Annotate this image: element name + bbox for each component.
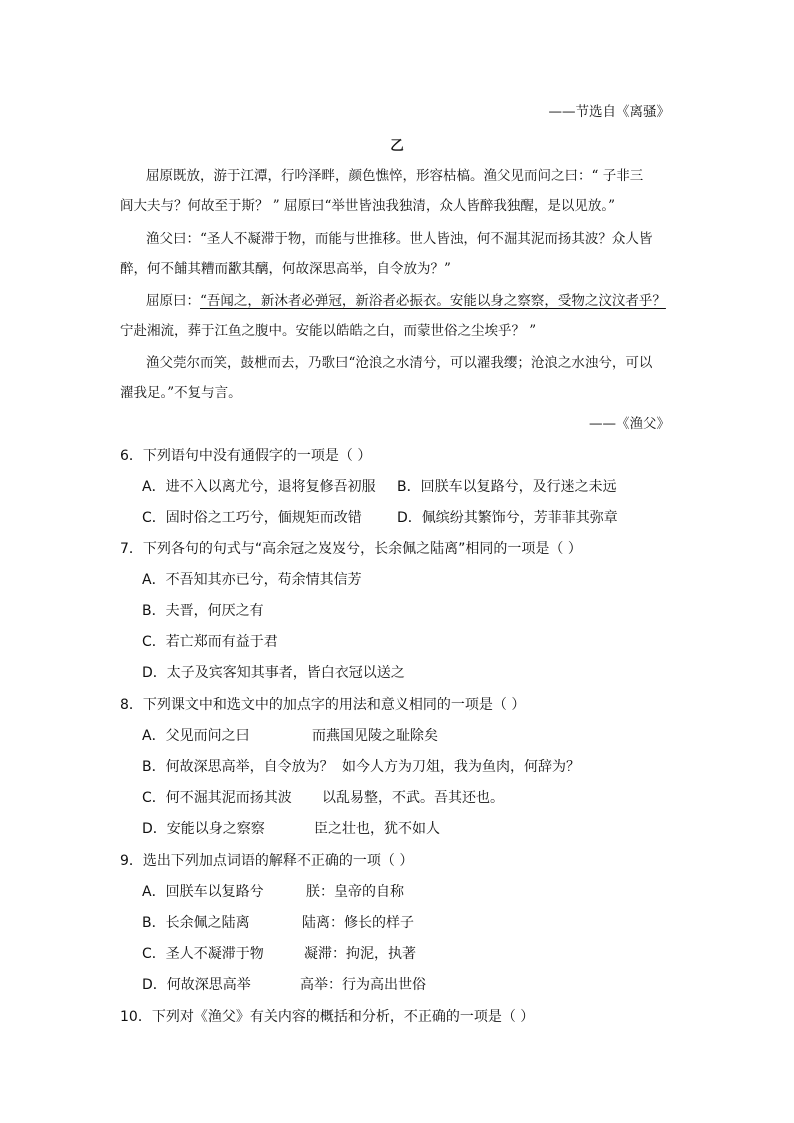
- q9-stem: 9．选出下列加点词语的解释不正确的一项（ ）: [120, 853, 414, 869]
- passage-b-p3-prefix: 屈原曰：: [146, 293, 200, 309]
- q8-option-b-text2: 如今人方为刀俎，我为鱼肉，何辞为？: [342, 759, 580, 775]
- q7-option-a[interactable]: A．不吾知其亦已兮，苟余情其信芳: [142, 572, 362, 588]
- passage-b-p3-line2: 宁赴湘流，葬于江鱼之腹中。安能以皓皓之白，而蒙世俗之尘埃乎？ ”: [120, 323, 537, 339]
- q9-option-a-text1: A．回朕车以复路兮: [142, 884, 264, 900]
- q9-option-d[interactable]: [142, 975, 251, 995]
- q6-option-a[interactable]: A．进不入以离尤兮，退将复修吾初服: [142, 479, 376, 495]
- q8-option-c-text1: C．何不淈其泥而扬其波: [142, 790, 292, 806]
- passage-b-p2-line2: 醉，何不餔其糟而歠其醨，何故深思高举，自令放为？”: [120, 261, 451, 277]
- q8-option-b-text1: B．何故深思高举，自令放为？: [142, 759, 334, 775]
- q6-option-d[interactable]: D．佩缤纷其繁饰兮，芳菲菲其弥章: [397, 510, 618, 526]
- q8-option-b[interactable]: [142, 757, 334, 777]
- q8-option-a-text2: 而燕国见陵之耻除矣: [312, 728, 438, 744]
- passage-b-heading: 乙: [390, 138, 404, 154]
- passage-b-source: ——《渔父》: [589, 416, 670, 432]
- passage-b-p4-line2: 濯我足。”不复与言。: [120, 385, 242, 401]
- passage-b-p1-line2: 闾大夫与？何故至于斯？ ” 屈原曰“举世皆浊我独清，众人皆醉我独醒，是以见放。”: [120, 198, 616, 214]
- q9-option-b[interactable]: [142, 913, 250, 933]
- q9-option-a[interactable]: [142, 882, 264, 902]
- passage-b-p4-line1: 渔父莞尔而笑，鼓枻而去，乃歌曰“沧浪之水清兮，可以濯我缨；沧浪之水浊兮，可以: [146, 355, 653, 371]
- q8-stem: 8．下列课文中和选文中的加点字的用法和意义相同的一项是（ ）: [120, 697, 526, 713]
- q9-option-d-text2: 高举：行为高出世俗: [300, 977, 426, 993]
- q7-option-b[interactable]: B．夫晋，何厌之有: [142, 603, 264, 619]
- q9-option-b-text2: 陆离：修长的样子: [302, 915, 414, 931]
- q8-option-d-text2: 臣之壮也，犹不如人: [314, 821, 440, 837]
- passage-a-source: ——节选自《离骚》: [548, 104, 670, 120]
- q9-option-c[interactable]: [142, 944, 264, 964]
- q8-option-a[interactable]: [142, 726, 250, 746]
- q8-option-a-text1: A．父见而问之曰: [142, 728, 250, 744]
- q10-stem: 10．下列对《渔父》有关内容的概括和分析，不正确的一项是（ ）: [120, 1009, 535, 1025]
- q6-stem: 6．下列语句中没有通假字的一项是（ ）: [120, 448, 372, 464]
- passage-b-p3-underlined: “吾闻之，新沐者必弹冠，新浴者必振衣。安能以身之察察，受物之汶汶者乎？: [200, 293, 666, 309]
- passage-b-p2-line1: 渔父曰：“圣人不凝滞于物，而能与世推移。世人皆浊，何不淈其泥而扬其波？众人皆: [146, 231, 653, 247]
- passage-b-p1-line1: 屈原既放，游于江潭，行吟泽畔，颜色憔悴，形容枯槁。渔父见而问之曰：“ 子非三: [146, 168, 644, 184]
- q9-option-a-text2: 朕：皇帝的自称: [306, 884, 404, 900]
- q8-option-d-text1: D．安能以身之察察: [142, 821, 265, 837]
- q6-option-b[interactable]: B．回朕车以复路兮，及行迷之未远: [397, 479, 617, 495]
- q9-option-c-text2: 凝滞：拘泥，执著: [304, 946, 416, 962]
- q9-option-b-text1: B．长余佩之陆离: [142, 915, 250, 931]
- q7-stem: 7．下列各句的句式与“高余冠之岌岌兮，长余佩之陆离”相同的一项是（ ）: [120, 541, 582, 557]
- q8-option-d[interactable]: [142, 819, 265, 839]
- q7-option-d[interactable]: D．太子及宾客知其事者，皆白衣冠以送之: [142, 665, 405, 681]
- q9-option-d-text1: D．何故深思高举: [142, 977, 251, 993]
- passage-b-p3-line1: [146, 291, 666, 311]
- q8-option-c[interactable]: [142, 788, 292, 808]
- q6-option-c[interactable]: C．固时俗之工巧兮，偭规矩而改错: [142, 510, 362, 526]
- q8-option-c-text2: 以乱易整，不武。吾其还也。: [322, 790, 504, 806]
- q7-option-c[interactable]: C．若亡郑而有益于君: [142, 634, 278, 650]
- q9-option-c-text1: C．圣人不凝滞于物: [142, 946, 264, 962]
